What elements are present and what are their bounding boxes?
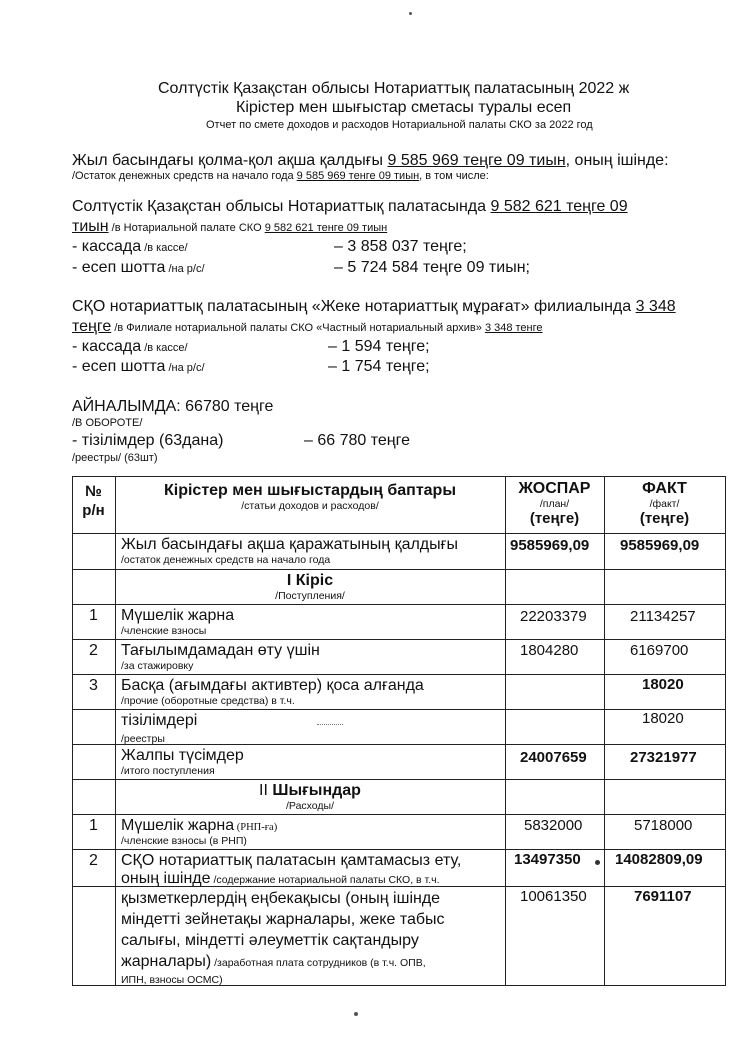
registers-value: – 66 780 теңге	[304, 432, 410, 449]
chamber-cash-value: – 3 858 037 теңге;	[334, 238, 467, 255]
header-plan: ЖОСПАР /план/ (теңге)	[518, 480, 591, 527]
circulation-heading-ru: /В ОБОРОТЕ/	[72, 417, 143, 429]
plan-value: 1804280	[520, 642, 579, 659]
branch-cash-line: - кассада /в кассе/	[72, 338, 188, 355]
pen-mark	[595, 860, 600, 865]
table-row: Басқа (ағымдағы активтер) қоса алғанда /прочие (оборотные средства) в т.ч.	[121, 677, 424, 707]
plan-value: 13497350	[514, 851, 581, 868]
branch-account-line: - есеп шотта /на р/с/	[72, 358, 205, 375]
fact-value: 14082809,09	[615, 851, 703, 868]
fact-value: 18020	[642, 676, 684, 693]
plan-value: 10061350	[520, 888, 587, 905]
fact-value: 6169700	[630, 642, 689, 659]
fact-value: 27321977	[630, 749, 697, 766]
chamber-account-value: – 5 724 584 теңге 09 тиын;	[334, 259, 530, 276]
header-num: № р/н	[82, 483, 105, 519]
section-income: I Кіріс /Поступления/	[275, 572, 345, 602]
circulation-heading: АЙНАЛЫМДА: 66780 теңге	[72, 398, 274, 415]
header-fact: ФАКТ /факт/ (теңге)	[639, 480, 690, 527]
fact-value: 5718000	[634, 817, 693, 834]
pen-mark	[317, 724, 343, 727]
branch-balance-cont: теңге /в Филиале нотариальной палаты СКО «Частный нотариальный архив» 3 348 тенге	[72, 318, 543, 335]
table-row: қызметкерлердің еңбекақысы (оның ішінде міндетті зейнетақы жарналары, жеке табыс салығы, міндетті әлеуметтік сақтандыру жарналары) /заработная плата сотрудников (в т.ч. ОПВ, ИПН, взносы ОСМС)	[121, 890, 445, 986]
opening-balance-kz: Жыл басындағы қолма-қол ақша қалдығы 9 585 969 теңге 09 тиын, оның ішінде:	[72, 152, 669, 169]
report-title-kz: Солтүстік Қазақстан облысы Нотариаттық палатасының 2022 ж	[158, 80, 630, 97]
opening-balance-ru: /Остаток денежных средств на начало года 9 585 969 тенге 09 тиын, в том числе:	[72, 170, 489, 182]
fact-value: 9585969,09	[620, 537, 700, 554]
branch-account-value: – 1 754 теңге;	[328, 358, 430, 375]
row-num: 1	[89, 817, 98, 834]
header-item: Кірістер мен шығыстардың баптары /статьи доходов и расходов/	[163, 482, 456, 512]
fact-value: 7691107	[634, 888, 692, 905]
table-row: Жыл басындағы ақша қаражатының қалдығы /остаток денежных средств на начало года	[121, 536, 458, 566]
chamber-balance-kz: Солтүстік Қазақстан облысы Нотариаттық палатасында 9 582 621 теңге 09	[72, 198, 628, 215]
branch-cash-value: – 1 594 теңге;	[328, 338, 430, 355]
opening-balance-amount: 9 585 969 теңге 09 тиын	[387, 152, 566, 169]
scan-mark	[409, 12, 412, 15]
chamber-account-line: - есеп шотта /на р/с/	[72, 259, 205, 276]
table-row: Мүшелік жарна (РНП-ға) /членские взносы (в РНП)	[121, 817, 278, 847]
report-title-ru: Отчет по смете доходов и расходов Нотариальной палаты СКО за 2022 год	[206, 119, 593, 131]
row-num: 2	[89, 642, 98, 659]
plan-value: 22203379	[520, 608, 587, 625]
budget-table	[72, 476, 726, 986]
registers-ru: /реестры/ (63шт)	[72, 452, 158, 464]
chamber-cash-line: - кассада /в кассе/	[72, 238, 188, 255]
fact-value: 18020	[642, 710, 684, 727]
section-expenses: II Шығындар /Расходы/	[259, 782, 361, 812]
registers-label: - тізілімдер (63дана)	[72, 432, 224, 449]
plan-value: 5832000	[524, 817, 583, 834]
plan-value: 9585969,09	[510, 537, 590, 554]
row-num: 1	[89, 607, 98, 624]
plan-value: 24007659	[520, 749, 587, 766]
table-row: Жалпы түсімдер /итого поступления	[121, 747, 244, 777]
row-num: 2	[89, 852, 98, 869]
table-row: СҚО нотариаттық палатасын қамтамасыз ету, оның ішінде /содержание нотариальной палаты СКО, в т.ч.	[121, 852, 462, 887]
chamber-balance-cont: тиын /в Нотариальной палате СКО 9 582 621 тенге 09 тиын	[72, 218, 388, 235]
row-num: 3	[89, 677, 98, 694]
fact-value: 21134257	[630, 608, 696, 625]
table-row: Тағылымдамадан өту үшін /за стажировку	[121, 642, 320, 672]
scan-mark	[354, 1012, 358, 1016]
branch-balance-kz: СҚО нотариаттық палатасының «Жеке нотариаттық мұрағат» филиалында 3 348	[72, 298, 676, 315]
report-subtitle-kz: Кірістер мен шығыстар сметасы туралы есеп	[236, 99, 572, 116]
table-row: тізілімдері /реестры	[121, 712, 198, 745]
table-row: Мүшелік жарна /членские взносы	[121, 607, 235, 637]
